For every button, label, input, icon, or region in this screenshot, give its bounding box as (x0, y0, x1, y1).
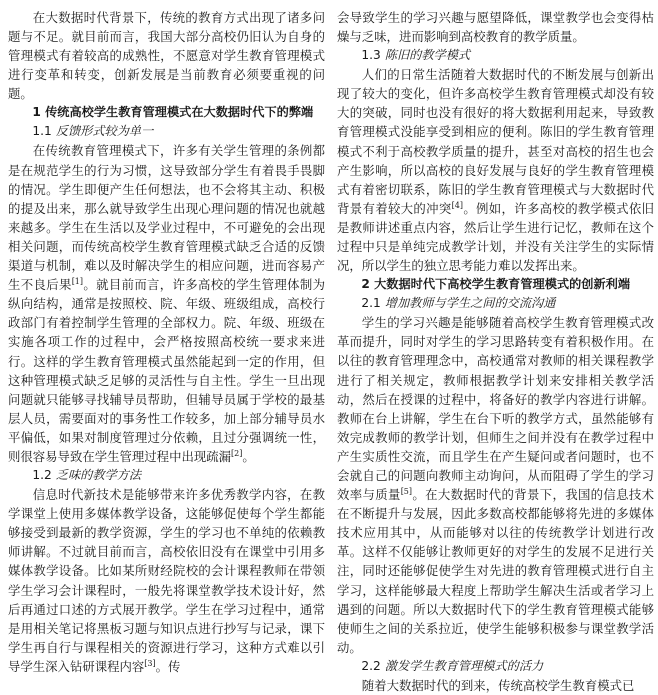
subsection-1-3-heading (337, 46, 654, 65)
paragraph-2-2: 随着大数据时代的到来，传统高校学生教育模式已 (361, 677, 635, 693)
paragraph-text: 人们的日常生活随着大数据时代的不断发展与创新出现了较大的变化，但许多高校学生教育管理模式却没有较大的突破，同时也没有很好的将大数据利用起来，导致教育管理模式没能享受到相应的便利。陈旧的学生教育管理模式不利于高校教学质量的提升，甚至对高校的招生也会产生影响，所以高校的良好发展与良好的学生教育管理模式有着密切联系，陈旧的学生教育管理模式与大数据时代背景有着较大的冲突 (337, 67, 654, 216)
subsection-title: 乏味的教学方法 (55, 468, 142, 483)
citation-marker: [2] (231, 448, 243, 458)
paragraph-text: 。例如，许多高校的教学模式依旧是教师讲述重点内容，然后让学生进行记忆，教师在这个过程中只是单纯完成教学计划，并没有关注学生的实际情况，所以学生的独立思考能力难以发挥出来。 (337, 200, 655, 274)
paragraph-text: 。 (242, 448, 255, 464)
subsection-number: 2.2 (361, 658, 381, 673)
left-column (8, 8, 326, 674)
intro-paragraph: 在大数据时代背景下，传统的教育方式出现了诸多问题与不足。就目前而言，我国大部分高校仍旧认为自身的管理模式有着较高的成熟性，不愿意对学生教育管理模式进行变革和转变，创新发展是当前教育必须要重视的问题。 (8, 10, 325, 102)
paragraph-text: 。就目前而言，许多高校的学生管理体制为纵向结构，通常是按照校、院、年级、班级组成，高校行政部门有着控制学生管理的全部权力。院、年级、班级在实施各项工作的过程中，会严格按照高校统一要求来进行。这样的学生教育管理模式虽然能起到一定的作用，但这种管理模式缺乏足够的灵活性与自主性。学生一旦出现问题就只能够寻找辅导员帮助，但辅导员属于学校的最基层人员，需要面对的事务性工作较多，加上部分辅导员水平偏低，如果对制度管理过分依赖，且过分强调统一性，则很容易导致在学生管理过程中出现疏漏 (8, 277, 326, 464)
continued-paragraph: 会导致学生的学习兴趣与愿望降低，课堂教学也会变得枯燥与乏味，进而影响到高校教育的教学质量。 (337, 10, 654, 45)
paragraph-1-2 (8, 485, 325, 676)
subsection-number: 1.3 (361, 48, 381, 63)
right-column (337, 8, 655, 693)
section-2-heading: 2 大数据时代下高校学生教育管理模式的创新利端 (361, 277, 631, 292)
paragraph-text: 。在大数据时代的背景下，我国的信息技术在不断提升与发展，因此多数高校都能够将先进的多媒体技术应用其中，从而能够对以往的传统教学计划进行改革。这样不仅能够让教师更好的对学生的发展不足进行关注，同时还能够促使学生对先进的教育管理模式进行自主学习，这样能够最大程度上帮助学生解决生活或者学习上遇到的问题。所以大数据时代下的学生教育管理模式能够使师生之间的关系拉近，使学生能够积极参与课堂教学活动。 (337, 487, 655, 655)
paragraph-1-3 (337, 65, 654, 275)
subsection-2-1-heading (337, 294, 654, 313)
subsection-1-2-heading (8, 466, 325, 485)
citation-marker: [4] (451, 200, 463, 210)
subsection-number: 2.1 (361, 296, 381, 311)
paragraph-2-1 (337, 313, 654, 657)
subsection-title: 激发学生教育管理模式的活力 (384, 658, 544, 673)
subsection-title: 增加教师与学生之间的交流沟通 (384, 296, 556, 311)
subsection-title: 陈旧的教学模式 (384, 48, 471, 63)
subsection-2-2-heading (337, 657, 654, 676)
section-1-heading: 1 传统高校学生教育管理模式在大数据时代下的弊端 (32, 105, 314, 120)
paragraph-text: 学生的学习兴趣是能够随着高校学生教育管理模式改革而提升，同时对学生的学习思路转变有着积极作用。在以往的教育管理理念中，高校通常对教师的相关课程教学进行了相关规定，教师根据教学计划来安排相关教学活动，然后在授课的过程中，将备好的教学内容进行讲解。教师在台上讲解，学生在台下听的教学方式，虽然能够有效完成教师的教学计划，但师生之间并没有在教学过程中产生实质性交流，而且学生在产生疑问或者问题时，也不会就自己的问题向教师主动询问，从而阻碍了学生的学习效率与质量 (337, 315, 654, 503)
paragraph-text: 。传 (155, 658, 181, 674)
subsection-number: 1.1 (32, 124, 52, 139)
paragraph-text: 信息时代新技术是能够带来许多优秀教学内容，在教学课堂上使用多媒体教学设备，这能够促使每个学生都能够接受到最新的教学资源，学生的学习也不单纯的依赖教师讲解。不过就目前而言，高校依旧没有在课堂中引用多媒体教学设备。比如某所财经院校的会计课程教师在带领学生学习会计课程时，一般先将课堂教学技术设计好，然后再通过口述的方式展开教学。学生在学习过程中，通常是用相关笔记将黑板习题与知识点进行抄写与记录，课下学生再自行与课程相关的资源进行学习，这种方式难以引导学生深入钻研课程内容 (8, 487, 325, 674)
subsection-1-1-heading (8, 122, 325, 141)
subsection-title: 反馈形式较为单一 (55, 124, 154, 139)
paragraph-1-1 (8, 141, 325, 466)
paragraph-text: 在传统教育管理模式下，许多有关学生管理的条例都是在规范学生的行为习惯，这导致部分学生有着畏手畏脚的情况。学生即便产生任何想法，也不会将其主动、积极的提及出来，那么就导致学生出现心理问题的情况也就越来越多。学生在生活以及学业过程中，不可避免的会出现相关问题，而传统高校学生教育管理模式缺乏合适的反馈渠道与机制，难以及时解决学生的相应问题，进而容易产生不良后果 (8, 143, 325, 293)
subsection-number: 1.2 (32, 468, 52, 483)
citation-marker: [1] (71, 277, 84, 286)
citation-marker: [5] (400, 486, 413, 496)
citation-marker: [3] (144, 658, 156, 668)
